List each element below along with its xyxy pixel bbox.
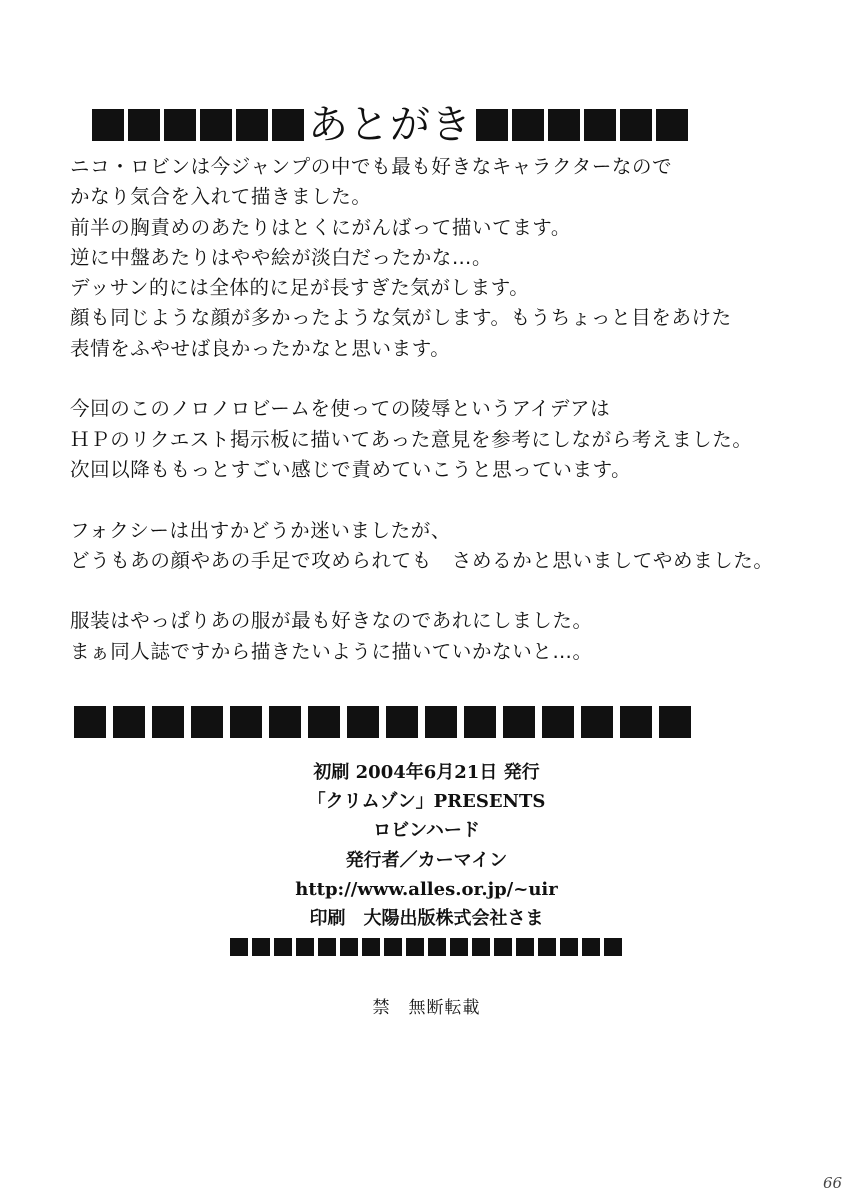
text-line: デッサン的には全体的に足が長すぎた気がします。 — [70, 276, 530, 300]
black-square-decoration — [472, 938, 490, 956]
black-square-decoration — [620, 706, 652, 738]
black-square-decoration — [464, 706, 496, 738]
colophon — [0, 758, 853, 933]
paragraph — [70, 606, 790, 667]
reproduction-notice: 禁 無断転載 — [372, 998, 481, 1018]
black-square-decoration — [164, 109, 196, 141]
text-line: まぁ同人誌ですから描きたいように描いていかないと…。 — [70, 639, 593, 663]
black-square-decoration — [272, 109, 304, 141]
black-square-decoration — [604, 938, 622, 956]
black-square-decoration — [656, 109, 688, 141]
black-square-decoration — [386, 706, 418, 738]
paragraph — [70, 516, 790, 577]
black-square-decoration — [542, 706, 574, 738]
black-square-decoration — [236, 109, 268, 141]
black-square-decoration — [512, 109, 544, 141]
black-square-decoration — [584, 109, 616, 141]
page-title: あとがき — [308, 102, 472, 148]
black-square-decoration — [318, 938, 336, 956]
black-square-decoration — [425, 706, 457, 738]
black-square-decoration — [476, 109, 508, 141]
paragraph — [70, 394, 790, 485]
black-square-decoration — [659, 706, 691, 738]
text-line: どうもあの顔やあの手足で攻められても さめるかと思いましてやめました。 — [70, 548, 774, 572]
colophon-date: 初刷 2004年6月21日 発行 — [313, 762, 540, 783]
black-square-decoration — [152, 706, 184, 738]
text-line: ニコ・ロビンは今ジャンプの中でも最も好きなキャラクターなので — [70, 155, 673, 178]
black-square-decoration — [128, 109, 160, 141]
black-square-decoration — [450, 938, 468, 956]
black-square-decoration — [538, 938, 556, 956]
page-number: 66 — [823, 1174, 843, 1192]
title-blocks-left — [92, 109, 304, 141]
black-square-decoration — [230, 706, 262, 738]
colophon-url: http://www.alles.or.jp/~uir — [295, 878, 558, 900]
paragraph — [70, 152, 790, 364]
black-square-decoration — [113, 706, 145, 738]
black-square-decoration — [252, 938, 270, 956]
text-line: かなり気合を入れて描きました。 — [70, 185, 372, 209]
black-square-decoration — [620, 109, 652, 141]
text-line: 逆に中盤あたりはやや絵が淡白だったかな…。 — [70, 245, 493, 269]
black-square-decoration — [581, 706, 613, 738]
black-square-decoration — [503, 706, 535, 738]
text-line: 表情をふやせば良かったかなと思います。 — [70, 336, 451, 360]
bottom-divider-blocks — [230, 938, 630, 956]
black-square-decoration — [74, 706, 106, 738]
black-square-decoration — [296, 938, 314, 956]
text-line: 顔も同じような顔が多かったような気がします。もうちょっと目をあけた — [70, 306, 732, 330]
text-line: 次回以降ももっとすごい感じで責めていこうと思っています。 — [70, 457, 632, 481]
divider-blocks — [74, 706, 714, 738]
colophon-circle: 「クリムゾン」PRESENTS — [307, 791, 546, 813]
black-square-decoration — [582, 938, 600, 956]
colophon-book-title: ロビンハード — [373, 820, 480, 842]
black-square-decoration — [494, 938, 512, 956]
black-square-decoration — [269, 706, 301, 738]
black-square-decoration — [384, 938, 402, 956]
black-square-decoration — [340, 938, 358, 956]
black-square-decoration — [230, 938, 248, 956]
text-line: ＨＰのリクエスト掲示板に描いてあった意見を参考にしながら考えました。 — [70, 427, 753, 451]
colophon-publisher: 発行者／カーマイン — [345, 849, 508, 871]
title-blocks-right — [476, 109, 688, 141]
black-square-decoration — [308, 706, 340, 738]
afterword-body — [70, 152, 790, 667]
title-row — [92, 102, 724, 148]
black-square-decoration — [560, 938, 578, 956]
text-line: 今回のこのノロノロビームを使っての陵辱というアイデアは — [70, 397, 611, 421]
black-square-decoration — [274, 938, 292, 956]
colophon-printer: 印刷 大陽出版株式会社さま — [309, 908, 544, 930]
black-square-decoration — [516, 938, 534, 956]
black-square-decoration — [347, 706, 379, 738]
black-square-decoration — [406, 938, 424, 956]
text-line: 服装はやっぱりあの服が最も好きなのであれにしました。 — [70, 609, 593, 633]
black-square-decoration — [191, 706, 223, 738]
black-square-decoration — [362, 938, 380, 956]
black-square-decoration — [200, 109, 232, 141]
text-line: フォクシーは出すかどうか迷いましたが、 — [70, 518, 451, 542]
text-line: 前半の胸責めのあたりはとくにがんばって描いてます。 — [70, 215, 571, 239]
black-square-decoration — [548, 109, 580, 141]
black-square-decoration — [92, 109, 124, 141]
black-square-decoration — [428, 938, 446, 956]
